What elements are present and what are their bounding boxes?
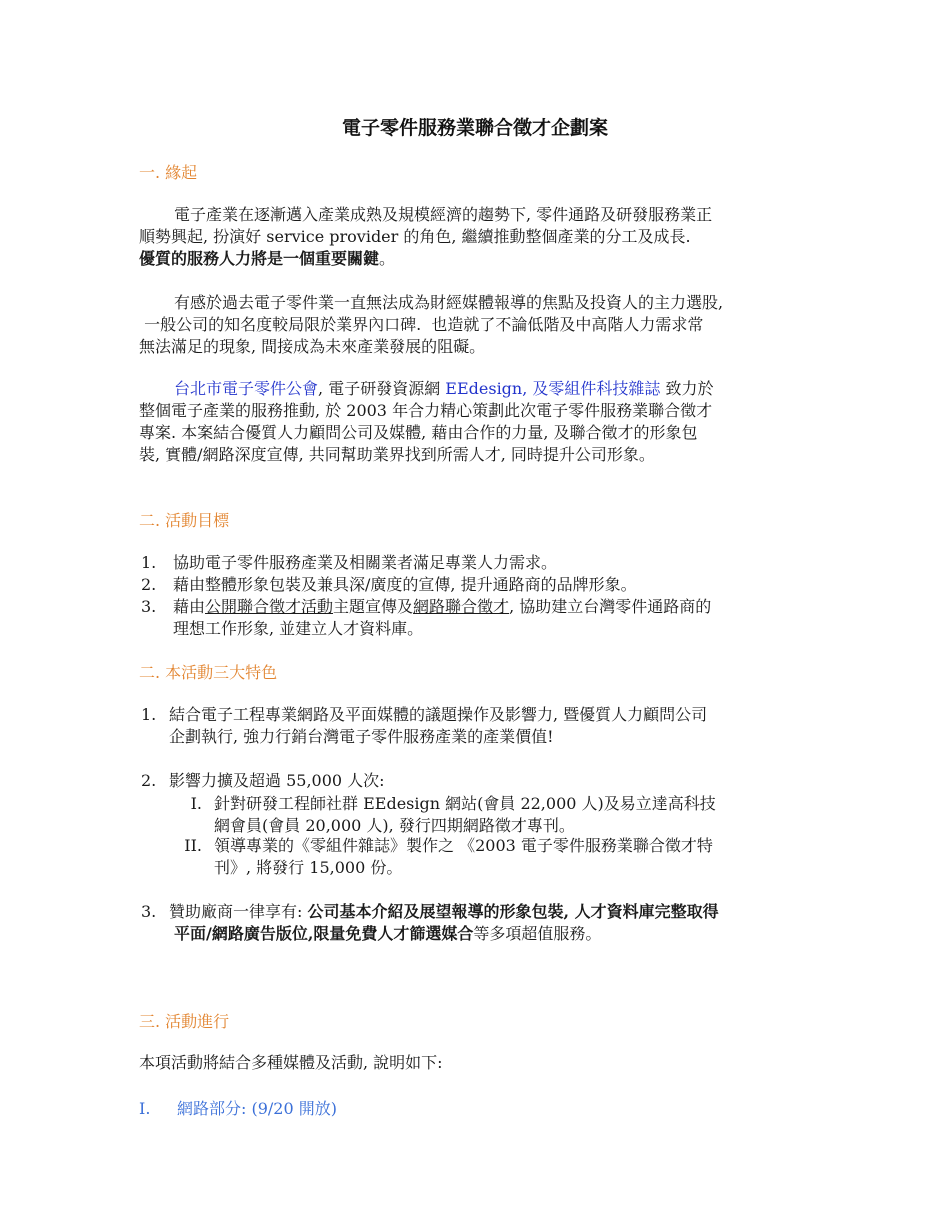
goal-item-3-pre: 藉由 [173, 597, 206, 616]
goal-item-3-mid: 主題宣傳及 [333, 597, 414, 616]
feature-2-sub-1 [164, 793, 716, 815]
feature-1 [141, 704, 707, 726]
roman-numeral: II. [184, 836, 202, 855]
roman-numeral: I. [190, 794, 202, 813]
goal-item-3-post: , 協助建立台灣零件通路商的 [509, 597, 712, 616]
section-heading-activities: 三. 活動進行 [139, 1012, 230, 1031]
online-recruitment-link[interactable]: 網路聯合徵才 [413, 597, 510, 616]
feature-3-pre: 贊助廠商一律享有: [169, 902, 308, 921]
origin-p1-line3 [139, 248, 395, 270]
goal-item-number: 1. [141, 553, 157, 572]
feature-1-line2: 企劃執行, 強力行銷台灣電子零件服務產業的產業價值! [169, 727, 554, 746]
feature-3-bold2: 平面/網路廣告版位,限量免費人才篩選媒合 [174, 924, 474, 943]
origin-p1-line2: 順勢興起, 扮演好 service provider 的角色, 繼續推動整個產業的分工及成長. [139, 227, 691, 246]
origin-p2-line2: 一般公司的知名度較局限於業界內口碑. 也造就了不論低階及中高階人力需求常 [139, 315, 704, 334]
feature-3 [141, 901, 719, 923]
feature-number: 1. [141, 705, 157, 724]
feature-number: 2. [141, 771, 157, 790]
feature-2-sub-2-line2: 刊》, 將發行 15,000 份。 [214, 858, 403, 877]
origin-p3-end: 致力於 [660, 379, 714, 398]
origin-p3-line4: 裝, 實體/網路深度宣傳, 共同幫助業界找到所需人才, 同時提升公司形象。 [139, 445, 655, 464]
origin-p2-line3: 無法滿足的現象, 間接成為未來產業發展的阻礙。 [139, 337, 486, 356]
goal-item-text: 協助電子零件服務產業及相關業者滿足專業人力需求。 [173, 553, 558, 572]
origin-p2-line1: 有感於過去電子零件業一直無法成為財經媒體報導的焦點及投資人的主力選股, [174, 293, 724, 312]
goal-item-text: 藉由整體形象包裝及兼具深/廣度的宣傳, 提升通路商的品牌形象。 [173, 575, 637, 594]
roman-numeral: I. [139, 1099, 151, 1118]
origin-p3-line3: 專案. 本案結合優質人力顧問公司及媒體, 藉由合作的力量, 及聯合徵才的形象包 [139, 423, 698, 442]
origin-key-statement: 優質的服務人力將是一個重要關鍵 [139, 249, 380, 268]
origin-p1-line1: 電子產業在逐漸邁入產業成熟及規模經濟的趨勢下, 零件通路及研發服務業正 [174, 205, 713, 224]
origin-p1-line3-end: 。 [379, 249, 396, 268]
feature-1-line1: 結合電子工程專業網路及平面媒體的議題操作及影響力, 暨優質人力顧問公司 [169, 705, 708, 724]
section-heading-origin: 一. 緣起 [139, 163, 198, 182]
feature-number: 3. [141, 902, 157, 921]
feature-3-bold1: 公司基本介紹及展望報導的形象包裝, 人才資料庫完整取得 [307, 902, 719, 921]
goal-item-2 [141, 574, 637, 596]
goal-item-number: 3. [141, 597, 157, 616]
eedesign-link[interactable]: EEdesign [445, 379, 523, 398]
origin-p3-mid: , 電子研發資源網 [318, 379, 446, 398]
goal-item-number: 2. [141, 575, 157, 594]
feature-2-sub-1-line1: 針對研發工程師社群 EEdesign 網站(會員 22,000 人)及易立達高科技 [214, 794, 716, 813]
feature-2-line1: 影響力擴及超過 55,000 人次: [169, 771, 385, 790]
goal-item-1 [141, 552, 557, 574]
feature-3-post: 等多項超值服務。 [473, 924, 602, 943]
online-section-link[interactable] [139, 1096, 337, 1119]
feature-2-sub-2 [164, 835, 713, 857]
association-link[interactable]: 台北市電子零件公會 [174, 379, 319, 398]
feature-2-sub-1-line2: 網會員(會員 20,000 人), 發行四期網路徵才專刊。 [214, 816, 575, 835]
origin-p3-line2: 整個電子產業的服務推動, 於 2003 年合力精心策劃此次電子零件服務業聯合徵才 [139, 401, 713, 420]
section-heading-features: 二. 本活動三大特色 [139, 663, 278, 682]
goal-item-3 [141, 596, 711, 618]
feature-2-sub-2-line1: 領導專業的《零組件雜誌》製作之 《2003 電子零件服務業聯合徵才特 [214, 836, 713, 855]
section-heading-goals: 二. 活動目標 [139, 511, 230, 530]
document-title: 電子零件服務業聯合徵才企劃案 [341, 117, 608, 139]
feature-2 [141, 770, 385, 792]
public-recruitment-link[interactable]: 公開聯合徵才活動 [205, 597, 334, 616]
origin-p3-line1 [174, 378, 714, 400]
activities-intro: 本項活動將結合多種媒體及活動, 說明如下: [139, 1053, 443, 1072]
online-section-label: 網路部分: (9/20 開放) [177, 1099, 337, 1118]
goal-item-3-line2: 理想工作形象, 並建立人才資料庫。 [173, 619, 424, 638]
feature-3-line2 [174, 923, 601, 945]
magazine-link[interactable]: , 及零組件科技雜誌 [522, 379, 661, 398]
